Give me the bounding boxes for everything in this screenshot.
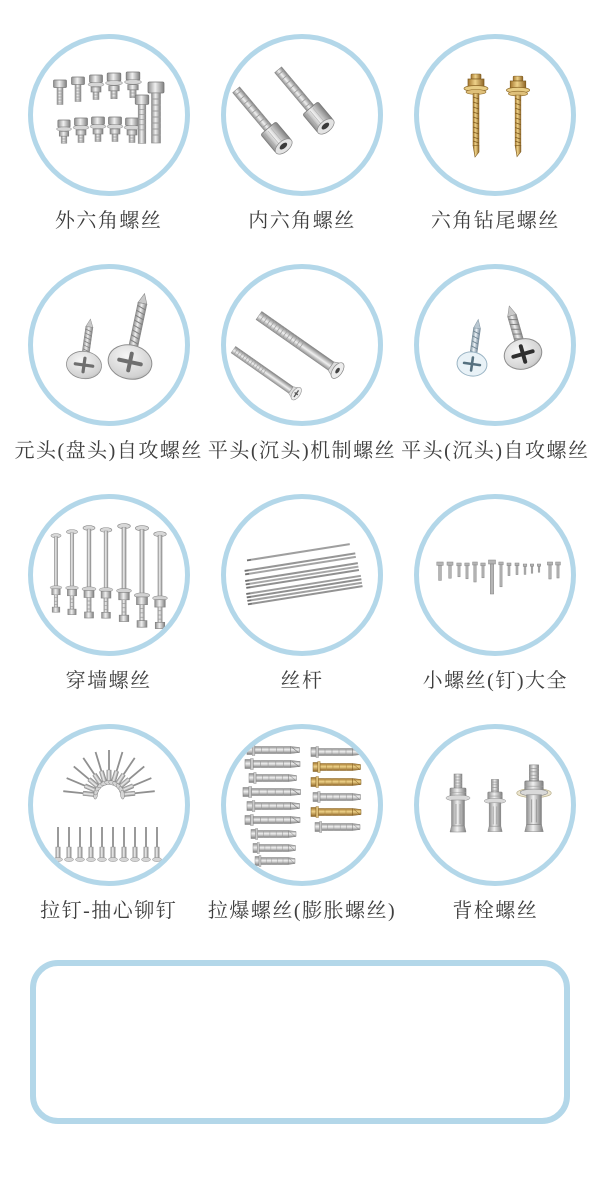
category-image-circle: [28, 264, 190, 426]
category-image-circle: [221, 494, 383, 656]
category-image-circle: [414, 264, 576, 426]
category-image-circle: [414, 494, 576, 656]
hex-head-screws-image: [34, 40, 184, 190]
category-label: 丝杆: [280, 670, 324, 692]
pan-head-self-tapping-image: [34, 270, 184, 420]
category-label: 背栓螺丝: [452, 900, 539, 922]
category-label: 穿墙螺丝: [65, 670, 152, 692]
socket-head-screws-image: [227, 40, 377, 190]
category-label: 内六角螺丝: [248, 210, 356, 232]
blind-rivets-image: [34, 730, 184, 880]
category-image-circle: [414, 724, 576, 886]
category-socket-head-screws[interactable]: [205, 34, 398, 234]
category-label: 拉爆螺丝(膨胀螺丝): [207, 900, 397, 922]
category-flat-head-machine[interactable]: [205, 264, 398, 464]
category-label: 六角钻尾螺丝: [430, 210, 560, 232]
category-expansion-screws[interactable]: [205, 724, 398, 924]
bottom-note-box: [30, 960, 570, 1124]
expansion-screws-image: [227, 730, 377, 880]
threaded-rods-image: [227, 500, 377, 650]
category-blind-rivets[interactable]: [12, 724, 205, 924]
category-label: 平头(沉头)机制螺丝: [207, 440, 397, 462]
back-bolt-screws-image: [420, 730, 570, 880]
category-label: 平头(沉头)自攻螺丝: [401, 440, 590, 462]
category-label: 元头(盘头)自攻螺丝: [14, 440, 203, 462]
category-image-circle: [28, 494, 190, 656]
category-image-circle: [221, 264, 383, 426]
through-wall-screws-image: [34, 500, 184, 650]
category-hex-drill-tail-screws[interactable]: [399, 34, 592, 234]
category-flat-head-self-tapping[interactable]: [399, 264, 592, 464]
category-label: 小螺丝(钉)大全: [422, 670, 568, 692]
small-screws-collection-image: [420, 500, 570, 650]
category-label: 拉钉-抽心铆钉: [40, 900, 178, 922]
category-pan-head-self-tapping[interactable]: [12, 264, 205, 464]
category-label: 外六角螺丝: [54, 210, 163, 232]
category-image-circle: [414, 34, 576, 196]
category-image-circle: [221, 724, 383, 886]
flat-head-self-tapping-image: [420, 270, 570, 420]
category-threaded-rods[interactable]: [205, 494, 398, 694]
flat-head-machine-image: [227, 270, 377, 420]
category-through-wall-screws[interactable]: [12, 494, 205, 694]
category-hex-head-screws[interactable]: [12, 34, 205, 234]
category-image-circle: [28, 34, 190, 196]
category-image-circle: [28, 724, 190, 886]
hex-drill-tail-screws-image: [420, 40, 570, 190]
category-back-bolt-screws[interactable]: [399, 724, 592, 924]
category-image-circle: [221, 34, 383, 196]
category-small-screws-collection[interactable]: [399, 494, 592, 694]
